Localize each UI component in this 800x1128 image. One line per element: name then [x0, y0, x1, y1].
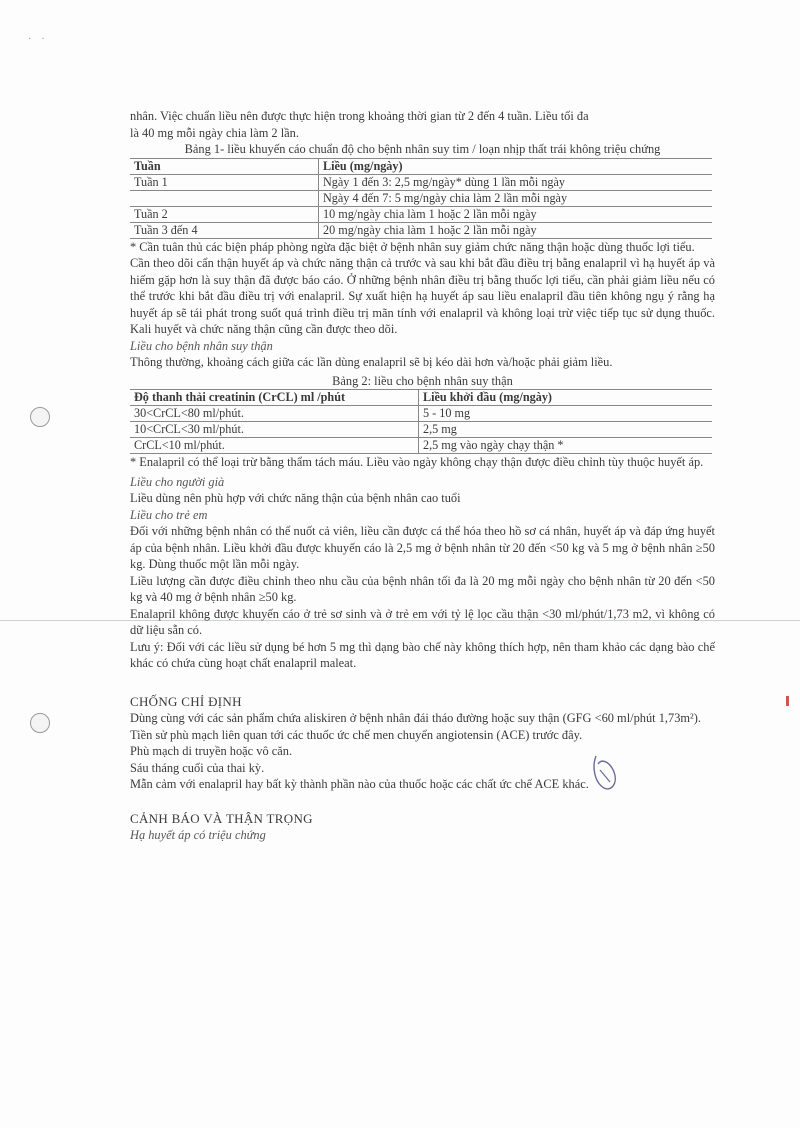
table-row — [130, 174, 712, 190]
table-cell: 2,5 mg vào ngày chạy thận * — [419, 438, 713, 454]
child-paragraph-4: Lưu ý: Đối với các liều sử dụng bé hơn 5 mg thì dạng bào chế này không thích hợp, nên tham khảo các dạng bào chế khác có chứa cùng hoạt chất enalapril maleat. — [130, 639, 715, 670]
table-cell: CrCL<10 ml/phút. — [130, 438, 419, 454]
monitoring-paragraph: Cần theo dõi cẩn thận huyết áp và chức năng thận cả trước và sau khi bắt đầu điều trị bằng enalapril vì hạ huyết áp và hiếm gặp hơn là suy thận đã được báo cáo. Ở những bệnh nhân điều trị bằng thuốc lợi tiểu, cần phải giảm liều nếu có thể trước khi bắt đầu điều trị với enalapril. Sự xuất hiện hạ huyết áp sau liều enalapril đầu tiên không ngụ ý rằng hạ huyết áp sẽ tái phát trong suốt quá trình điều trị mãn tính với enalapril và không loại trừ việc tiếp tục sử dụng thuốc. Kali huyết và chức năng thận cũng cần được theo dõi. — [130, 256, 715, 336]
table-cell: Tuần 3 đến 4 — [130, 222, 319, 238]
table1-footnote: * Cần tuân thủ các biện pháp phòng ngừa đặc biệt ở bệnh nhân suy giảm chức năng thận hoặc dùng thuốc lợi tiểu. — [130, 239, 695, 254]
table-cell: 10 mg/ngày chia làm 1 hoặc 2 lần mỗi ngày — [319, 206, 713, 222]
renal-heading: Liều cho bệnh nhân suy thận — [130, 338, 273, 353]
child-paragraph-3: Enalapril không được khuyến cáo ở trẻ sơ sinh và ở trẻ em với tỷ lệ lọc cầu thận <30 ml/phút/1,73 m2, vì không có dữ liệu sẵn có. — [130, 606, 715, 637]
table-cell: 2,5 mg — [419, 422, 713, 438]
contra-line-3: Phù mạch di truyền hoặc vô căn. — [130, 744, 293, 758]
table-cell: 5 - 10 mg — [419, 406, 713, 422]
table-row — [130, 422, 712, 438]
table2-caption: Bảng 2: liều cho bệnh nhân suy thận — [332, 373, 513, 388]
contra-line-5: Mẫn cảm với enalapril hay bất kỳ thành phần nào của thuốc hoặc các chất ức chế ACE khác. — [130, 777, 589, 791]
contra-line-4: Sáu tháng cuối của thai kỳ. — [130, 760, 265, 775]
table-cell: 20 mg/ngày chia làm 1 hoặc 2 lần mỗi ngày — [319, 222, 713, 238]
table-row — [130, 222, 712, 238]
child-paragraph-2: Liều lượng cần được điều chỉnh theo nhu cầu của bệnh nhân tối đa là 20 mg mỗi ngày cho bệnh nhân từ 20 đến <50 kg và 40 mg ở bệnh nhân ≥50 kg. — [130, 573, 715, 604]
margin-mark — [786, 696, 789, 706]
table2-header — [130, 390, 712, 406]
table-cell: 10<CrCL<30 ml/phút. — [130, 422, 419, 438]
table1-header — [130, 158, 712, 174]
table2-col-dose: Liều khởi đầu (mg/ngày) — [419, 390, 713, 406]
table1 — [130, 158, 712, 239]
contraindications-heading: CHỐNG CHỈ ĐỊNH — [130, 693, 242, 709]
renal-paragraph: Thông thường, khoảng cách giữa các lần dùng enalapril sẽ bị kéo dài hơn và/hoặc phải giảm liều. — [130, 355, 613, 369]
table-row — [130, 438, 712, 454]
table1-caption: Bảng 1- liều khuyến cáo chuẩn độ cho bệnh nhân suy tim / loạn nhịp thất trái không triệu chứng — [184, 142, 661, 156]
warnings-heading: CẢNH BÁO VÀ THẬN TRỌNG — [130, 810, 313, 826]
elderly-heading: Liều cho người già — [130, 474, 225, 489]
punch-hole-bottom — [30, 713, 50, 733]
table1-col-dose: Liều (mg/ngày) — [319, 158, 713, 174]
table-cell: Tuần 2 — [130, 206, 319, 222]
table-cell: 30<CrCL<80 ml/phút. — [130, 406, 419, 422]
table1-col-week: Tuần — [130, 158, 319, 174]
warnings-subheading: Hạ huyết áp có triệu chứng — [130, 828, 266, 842]
table-cell: Ngày 4 đến 7: 5 mg/ngày chia làm 2 lần mỗi ngày — [319, 190, 713, 206]
table-cell: Tuần 1 — [130, 174, 319, 190]
table-cell — [130, 190, 319, 206]
table-cell: Ngày 1 đến 3: 2,5 mg/ngày* dùng 1 lần mỗi ngày — [319, 174, 713, 190]
table-row — [130, 406, 712, 422]
table-row — [130, 206, 712, 222]
table2 — [130, 389, 712, 454]
intro-line-2: là 40 mg mỗi ngày chia làm 2 lần. — [130, 125, 299, 140]
elderly-paragraph: Liều dùng nên phù hợp với chức năng thận của bệnh nhân cao tuổi — [130, 491, 461, 505]
scan-specks: · · — [28, 34, 45, 45]
contra-line-2: Tiền sử phù mạch liên quan tới các thuốc ức chế men chuyển angiotensin (ACE) trước đây. — [130, 727, 583, 742]
punch-hole-top — [30, 407, 50, 427]
intro-line-1: nhân. Việc chuẩn liều nên được thực hiện trong khoảng thời gian từ 2 đến 4 tuần. Liều tối đa — [130, 109, 589, 123]
table2-footnote: * Enalapril có thể loại trừ bằng thẩm tách máu. Liều vào ngày không chạy thận được điều chỉnh tùy thuộc huyết áp. — [130, 455, 704, 469]
body-text — [130, 108, 715, 844]
child-heading: Liều cho trẻ em — [130, 507, 208, 522]
contra-line-1: Dùng cùng với các sản phẩm chứa aliskiren ở bệnh nhân đái tháo đường hoặc suy thận (GFG <60 ml/phút 1,73m²). — [130, 711, 701, 725]
table-row — [130, 190, 712, 206]
table2-col-crcl: Độ thanh thải creatinin (CrCL) ml /phút — [130, 390, 419, 406]
child-paragraph-1: Đối với những bệnh nhân có thể nuốt cả viên, liều cần được cá thể hóa theo hồ sơ cá nhân, huyết áp và đáp ứng huyết áp của bệnh nhân. Liều khởi đầu được khuyến cáo là 2,5 mg ở bệnh nhân từ 20 đến <50 kg và 5 mg ở bệnh nhân ≥50 kg. Dùng thuốc một lần mỗi ngày. — [130, 524, 715, 571]
